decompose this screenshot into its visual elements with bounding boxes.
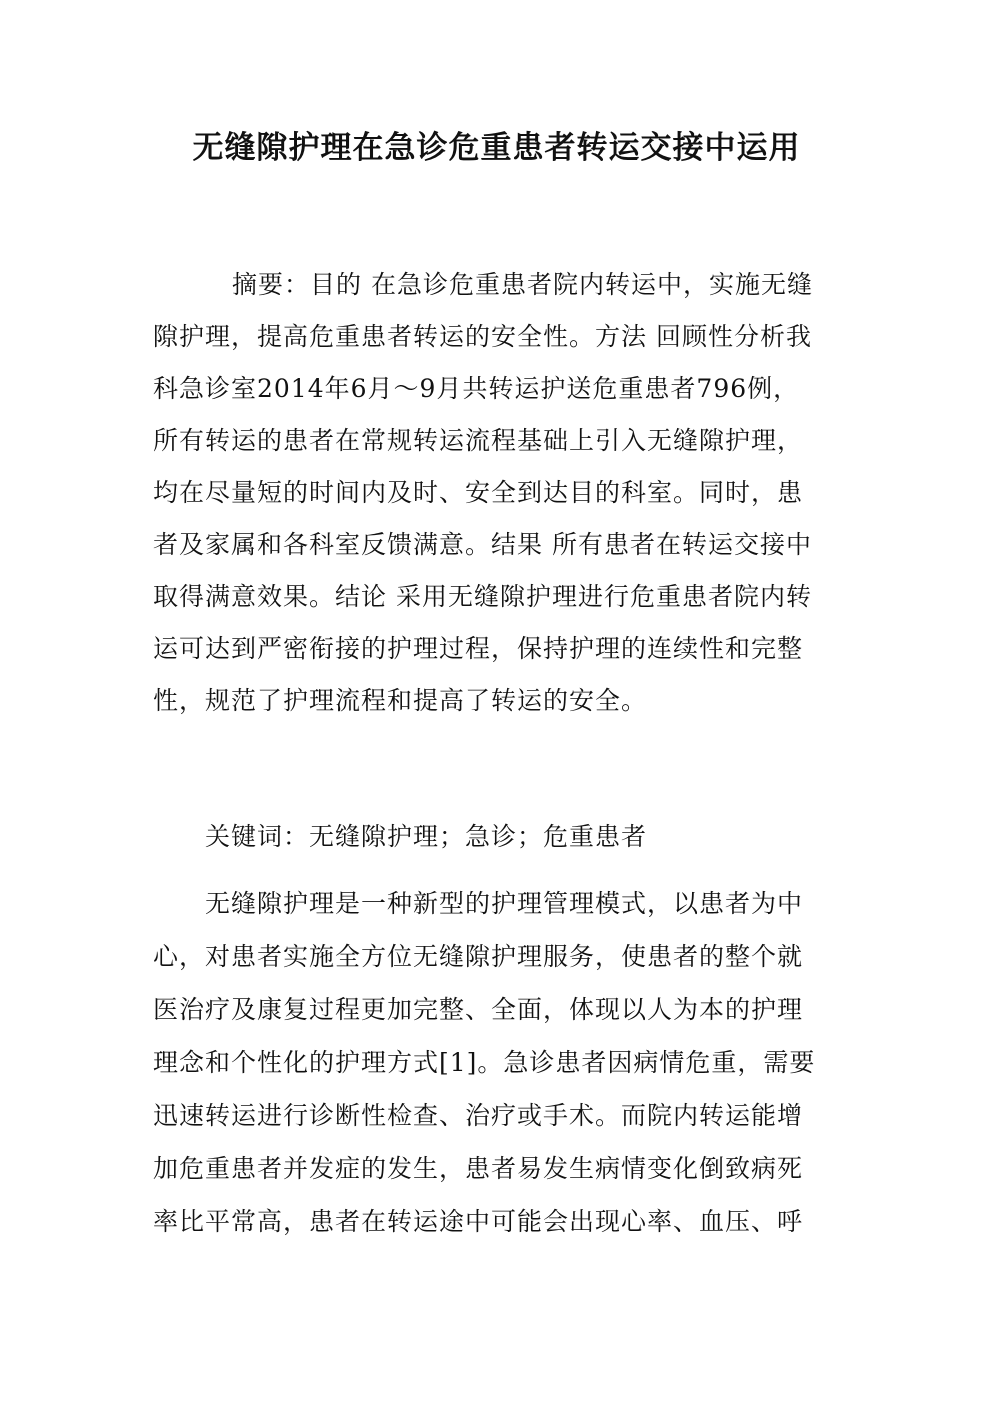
abstract-line: 性，规范了护理流程和提高了转运的安全。 bbox=[153, 686, 648, 715]
abstract-line: 者及家属和各科室反馈满意。结果 所有患者在转运交接中 bbox=[153, 530, 812, 559]
body-line: 迅速转运进行诊断性检查、治疗或手术。而院内转运能增 bbox=[153, 1101, 804, 1130]
keywords: 关键词：无缝隙护理；急诊；危重患者 bbox=[205, 822, 648, 851]
document-title: 无缝隙护理在急诊危重患者转运交接中运用 bbox=[192, 130, 801, 166]
body-line: 无缝隙护理是一种新型的护理管理模式，以患者为中 bbox=[205, 889, 804, 918]
abstract-line: 所有转运的患者在常规转运流程基础上引入无缝隙护理， bbox=[153, 426, 804, 455]
body-line: 率比平常高，患者在转运途中可能会出现心率、血压、呼 bbox=[153, 1207, 804, 1236]
abstract-line: 隙护理，提高危重患者转运的安全性。方法 回顾性分析我 bbox=[153, 322, 812, 351]
body-line: 心，对患者实施全方位无缝隙护理服务，使患者的整个就 bbox=[153, 942, 804, 971]
abstract-line: 取得满意效果。结论 采用无缝隙护理进行危重患者院内转 bbox=[153, 582, 812, 611]
abstract-line: 均在尽量短的时间内及时、安全到达目的科室。同时，患 bbox=[153, 478, 804, 507]
abstract-line: 科急诊室2014年6月～9月共转运护送危重患者796例， bbox=[153, 374, 800, 403]
body-line: 医治疗及康复过程更加完整、全面，体现以人为本的护理 bbox=[153, 995, 804, 1024]
body-line: 加危重患者并发症的发生，患者易发生病情变化倒致病死 bbox=[153, 1154, 804, 1183]
abstract-line: 运可达到严密衔接的护理过程，保持护理的连续性和完整 bbox=[153, 634, 804, 663]
abstract-line: 摘要：目的 在急诊危重患者院内转运中，实施无缝 bbox=[232, 270, 813, 299]
body-line: 理念和个性化的护理方式[1]。急诊患者因病情危重，需要 bbox=[153, 1048, 816, 1077]
